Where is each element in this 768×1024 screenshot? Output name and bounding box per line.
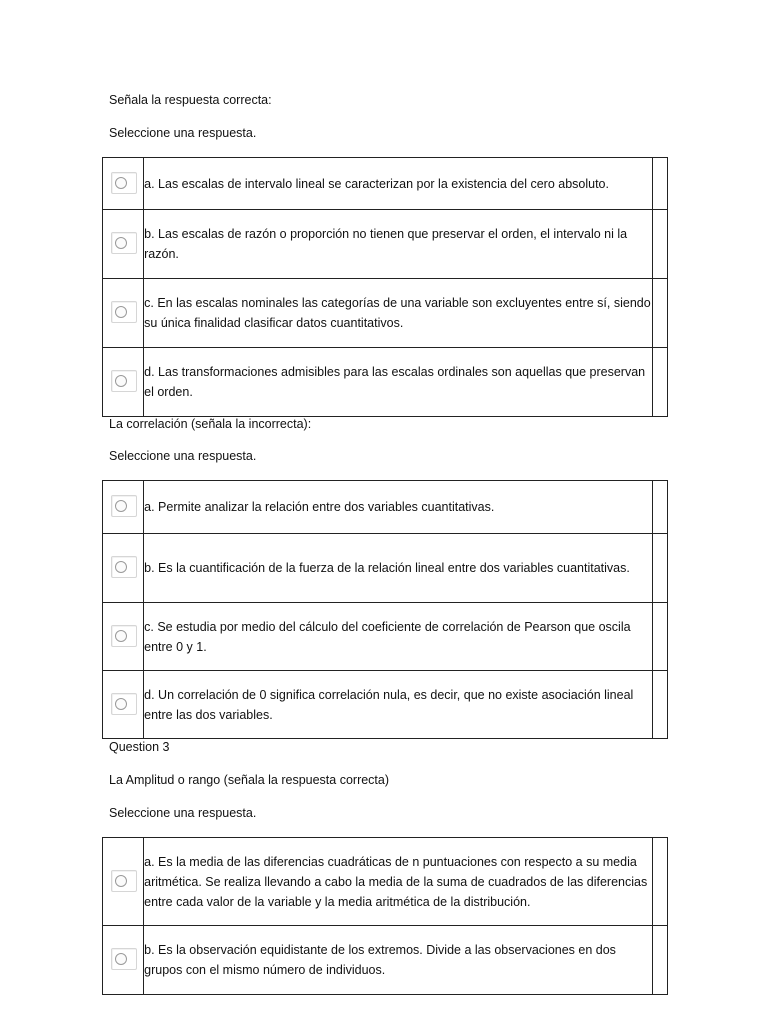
option-row xyxy=(103,481,668,534)
option-text: d. Las transformaciones admisibles para las escalas ordinales son aquellas que preservan el orden. xyxy=(144,348,653,417)
radio-button[interactable] xyxy=(111,301,137,323)
question-1-prompt: Señala la respuesta correcta: xyxy=(109,93,272,107)
option-text: d. Un correlación de 0 significa correlación nula, es decir, que no existe asociación lineal entre las dos variables. xyxy=(144,671,653,739)
radio-button[interactable] xyxy=(111,948,137,970)
radio-button[interactable] xyxy=(111,625,137,647)
radio-button[interactable] xyxy=(111,172,137,194)
question-3-heading: Question 3 xyxy=(109,740,170,754)
radio-circle-icon xyxy=(115,306,127,318)
question-3-options xyxy=(102,837,668,995)
option-row xyxy=(103,210,668,279)
question-2-instruction: Seleccione una respuesta. xyxy=(109,449,257,463)
option-row xyxy=(103,926,668,995)
radio-button[interactable] xyxy=(111,495,137,517)
option-text: a. Es la media de las diferencias cuadráticas de n puntuaciones con respecto a su media aritmética. Se realiza llevando a cabo la media de la suma de cuadrados de las diferencias entre cada valor de la variable y la media aritmética de la distribución. xyxy=(144,838,653,926)
radio-circle-icon xyxy=(115,561,127,573)
radio-button[interactable] xyxy=(111,232,137,254)
question-2-options xyxy=(102,480,668,739)
radio-circle-icon xyxy=(115,237,127,249)
question-3-prompt: La Amplitud o rango (señala la respuesta correcta) xyxy=(109,773,390,787)
option-row xyxy=(103,838,668,926)
option-row xyxy=(103,603,668,671)
option-text: a. Permite analizar la relación entre dos variables cuantitativas. xyxy=(144,481,653,534)
radio-circle-icon xyxy=(115,375,127,387)
radio-circle-icon xyxy=(115,630,127,642)
radio-button[interactable] xyxy=(111,693,137,715)
radio-button[interactable] xyxy=(111,556,137,578)
option-row xyxy=(103,348,668,417)
option-text: b. Las escalas de razón o proporción no tienen que preservar el orden, el intervalo ni la razón. xyxy=(144,210,653,279)
question-1-options xyxy=(102,157,668,417)
radio-button[interactable] xyxy=(111,370,137,392)
option-text: b. Es la observación equidistante de los extremos. Divide a las observaciones en dos grupos con el mismo número de individuos. xyxy=(144,926,653,995)
question-1-instruction: Seleccione una respuesta. xyxy=(109,126,257,140)
question-3-instruction: Seleccione una respuesta. xyxy=(109,806,257,820)
radio-circle-icon xyxy=(115,500,127,512)
radio-circle-icon xyxy=(115,953,127,965)
option-row xyxy=(103,671,668,739)
option-text: c. En las escalas nominales las categorías de una variable son excluyentes entre sí, siendo su única finalidad clasificar datos cuantitativos. xyxy=(144,279,653,348)
option-text: b. Es la cuantificación de la fuerza de la relación lineal entre dos variables cuantitativas. xyxy=(144,534,653,603)
option-row xyxy=(103,279,668,348)
radio-circle-icon xyxy=(115,875,127,887)
option-row xyxy=(103,534,668,603)
question-2-prompt: La correlación (señala la incorrecta): xyxy=(109,417,312,431)
option-text: c. Se estudia por medio del cálculo del coeficiente de correlación de Pearson que oscila entre 0 y 1. xyxy=(144,603,653,671)
radio-circle-icon xyxy=(115,698,127,710)
radio-circle-icon xyxy=(115,177,127,189)
radio-button[interactable] xyxy=(111,870,137,892)
option-row xyxy=(103,158,668,210)
option-text: a. Las escalas de intervalo lineal se caracterizan por la existencia del cero absoluto. xyxy=(144,158,653,210)
